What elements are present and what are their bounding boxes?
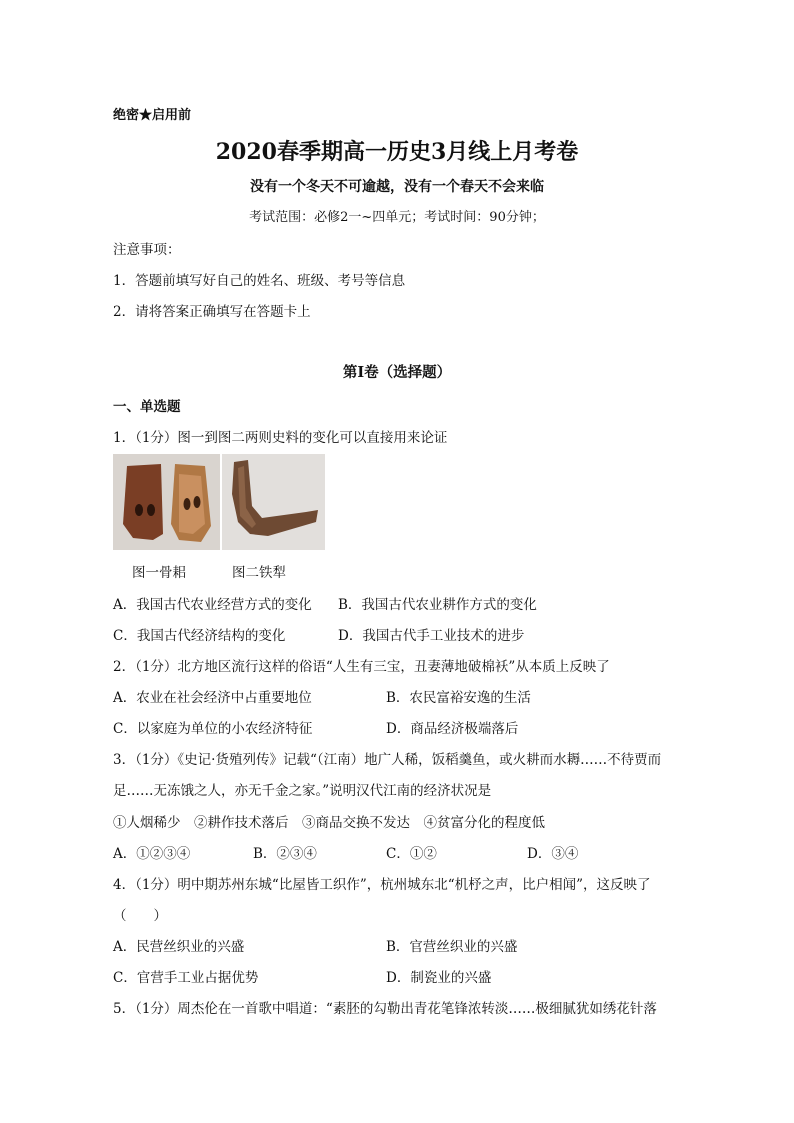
q3-option-d: D．③④ xyxy=(527,846,579,862)
q2-option-c: C．以家庭为单位的小农经济特征 xyxy=(113,721,313,737)
q3-choices: ①人烟稀少 ②耕作技术落后 ③商品交换不发达 ④贫富分化的程度低 xyxy=(113,815,545,831)
iron-plow-image xyxy=(222,454,325,550)
q3-option-a: A．①②③④ xyxy=(113,846,191,862)
q1-option-c: C．我国古代经济结构的变化 xyxy=(113,628,286,644)
q4-option-c: C．官营手工业占据优势 xyxy=(113,970,259,986)
confidential-mark: 绝密★启用前 xyxy=(113,108,192,123)
q1-option-a: A．我国古代农业经营方式的变化 xyxy=(113,597,312,613)
caption-iron-plow: 图二铁犁 xyxy=(232,565,286,581)
notes-heading: 注意事项： xyxy=(113,242,181,258)
q1-option-b: B．我国古代农业耕作方式的变化 xyxy=(338,597,537,613)
q4-stem-line2: （ ） xyxy=(113,908,167,924)
section-title: 第I卷（选择题） xyxy=(342,364,452,381)
q4-stem-line1: 4．（1分）明中期苏州东城“比屋皆工织作”，杭州城东北“机杼之声，比户相闻”，这反映了 xyxy=(113,877,651,893)
q3-stem-line1: 3．（1分）《史记·货殖列传》记载“（江南）地广人稀，饭稻羹鱼，或火耕而水耨……不待贾而 xyxy=(113,752,662,768)
q2-option-d: D．商品经济极端落后 xyxy=(386,721,519,737)
q2-option-b: B．农民富裕安逸的生活 xyxy=(386,690,531,706)
q5-stem: 5．（1分）周杰伦在一首歌中唱道：“素胚的勾勒出青花笔锋浓转淡……极细腻犹如绣花针落 xyxy=(113,1001,657,1017)
exam-title: 2020春季期高一历史3月线上月考卷 xyxy=(215,139,579,165)
q2-option-a: A．农业在社会经济中占重要地位 xyxy=(113,690,312,706)
q4-option-d: D．制瓷业的兴盛 xyxy=(386,970,492,986)
q2-stem: 2．（1分）北方地区流行这样的俗语“人生有三宝，丑妻薄地破棉袄”从本质上反映了 xyxy=(113,659,610,675)
q3-option-c: C．①② xyxy=(386,846,437,862)
note-item-1: 1．答题前填写好自己的姓名、班级、考号等信息 xyxy=(113,273,406,289)
q3-option-b: B．②③④ xyxy=(253,846,317,862)
q1-option-d: D．我国古代手工业技术的进步 xyxy=(338,628,525,644)
q1-stem: 1．（1分）图一到图二两则史料的变化可以直接用来论证 xyxy=(113,430,448,446)
exam-scope: 考试范围：必修2一~四单元；考试时间：90分钟； xyxy=(249,210,545,225)
note-item-2: 2．请将答案正确填写在答题卡上 xyxy=(113,304,311,320)
part-title: 一、单选题 xyxy=(113,399,181,415)
q3-stem-line2: 足……无冻饿之人，亦无千金之家。”说明汉代江南的经济状况是 xyxy=(113,783,492,799)
q4-option-b: B．官营丝织业的兴盛 xyxy=(386,939,518,955)
q4-option-a: A．民营丝织业的兴盛 xyxy=(113,939,245,955)
caption-bone-spade: 图一骨耜 xyxy=(132,565,186,581)
bone-spade-image xyxy=(113,454,220,550)
exam-motto: 没有一个冬天不可逾越，没有一个春天不会来临 xyxy=(250,179,544,195)
